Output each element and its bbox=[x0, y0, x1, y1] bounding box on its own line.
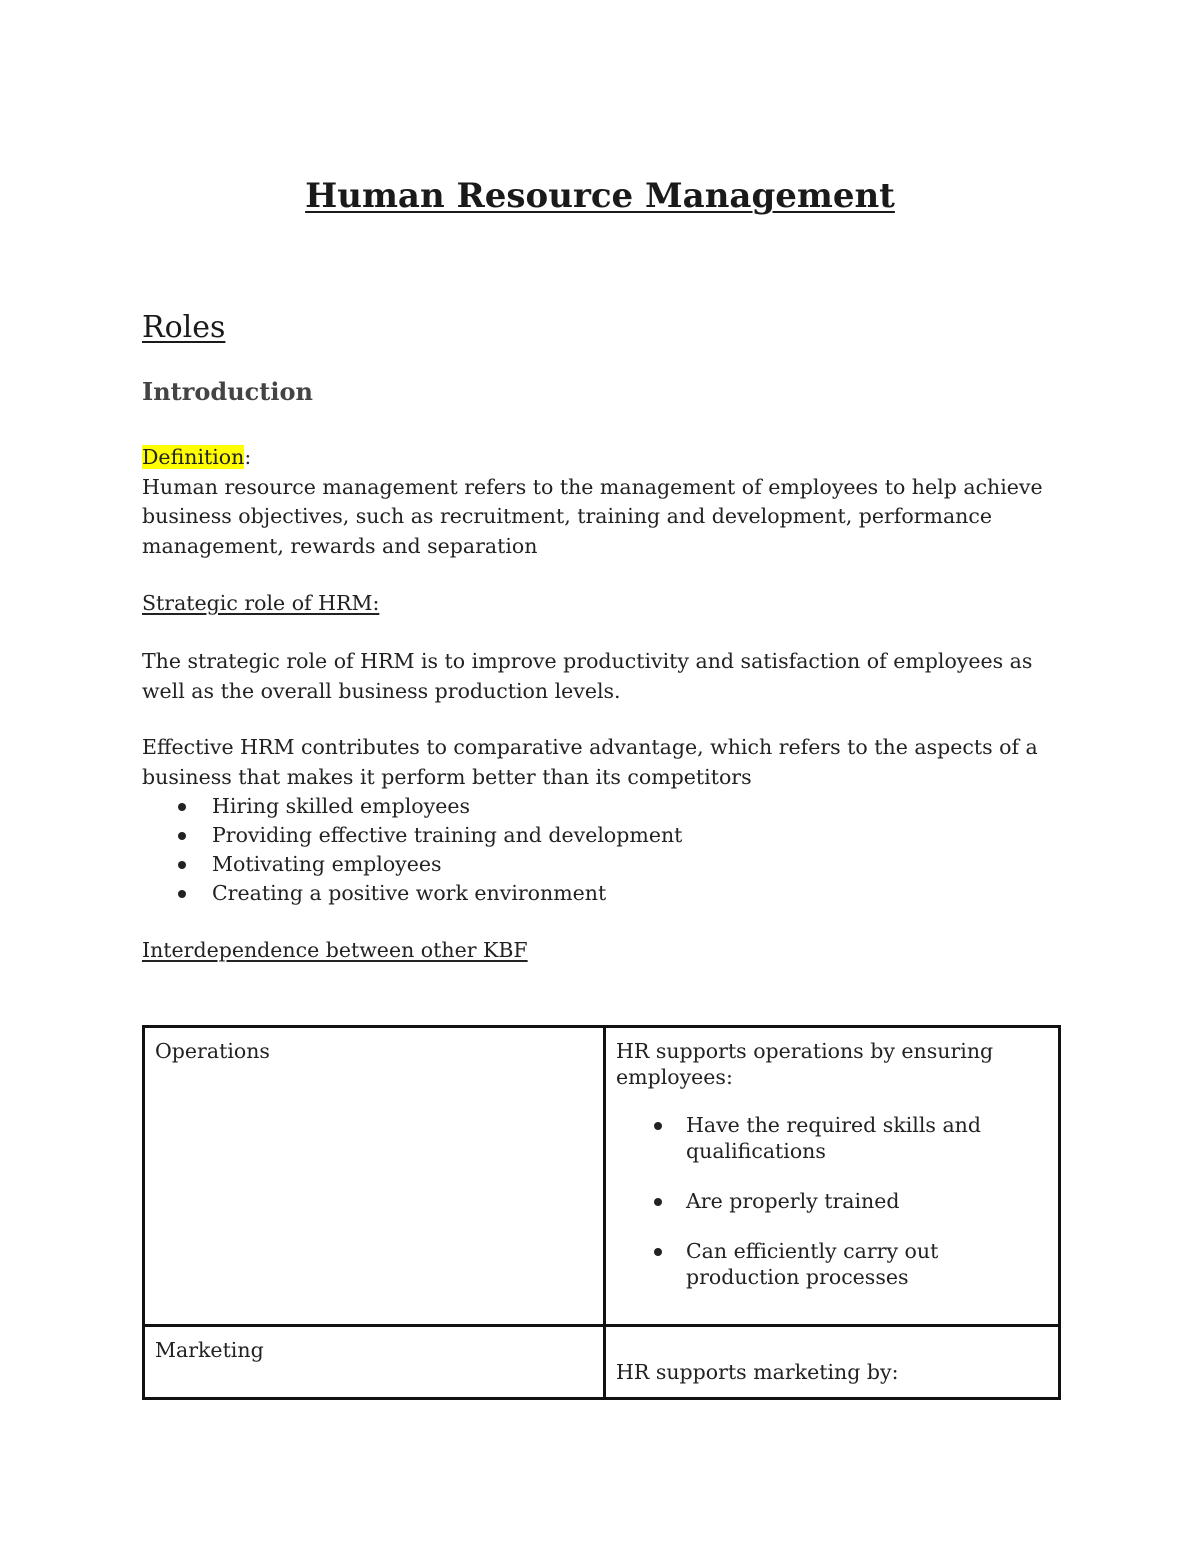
support-intro: HR supports operations by ensuring employees: bbox=[616, 1039, 994, 1089]
list-item: Creating a positive work environment bbox=[142, 879, 1072, 908]
subsection-heading-introduction: Introduction bbox=[142, 377, 313, 406]
table-cell-support bbox=[605, 1027, 1060, 1326]
interdependence-label: Interdependence between other KBF bbox=[142, 938, 528, 962]
definition-label-line bbox=[142, 443, 1072, 473]
cell-spacer bbox=[616, 1337, 1048, 1359]
definition-colon: : bbox=[244, 445, 252, 469]
function-name: Marketing bbox=[155, 1338, 264, 1362]
strategic-role-paragraph-2-block bbox=[142, 733, 1072, 908]
table-row bbox=[144, 1027, 1060, 1326]
interdependence-table bbox=[142, 1025, 1061, 1400]
strategic-role-paragraph-2: Effective HRM contributes to comparative advantage, which refers to the aspects of a business that makes it perform better than its competitors bbox=[142, 735, 1038, 789]
definition-text: Human resource management refers to the management of employees to help achieve business objectives, such as recruitment, training and development, performance management, rewards and separation bbox=[142, 474, 1043, 558]
section-heading-roles: Roles bbox=[142, 310, 226, 345]
table-row bbox=[144, 1326, 1060, 1399]
definition-label: Definition bbox=[142, 445, 245, 469]
strategic-role-paragraph-1: The strategic role of HRM is to improve productivity and satisfaction of employees as well as the overall business production levels. bbox=[142, 649, 1033, 703]
table-cell-support bbox=[605, 1326, 1060, 1399]
strategic-role-label-block bbox=[142, 589, 1072, 619]
support-intro: HR supports marketing by: bbox=[616, 1360, 899, 1384]
table-cell-function bbox=[144, 1027, 605, 1326]
list-item: Can efficiently carry out production processes bbox=[616, 1238, 1048, 1290]
list-item: Motivating employees bbox=[142, 850, 1072, 879]
list-item: Are properly trained bbox=[616, 1188, 1048, 1214]
strategic-role-label: Strategic role of HRM: bbox=[142, 591, 380, 615]
list-item: Hiring skilled employees bbox=[142, 792, 1072, 821]
table-cell-function bbox=[144, 1326, 605, 1399]
document-title-text: Human Resource Management bbox=[305, 176, 895, 216]
definition-block bbox=[142, 443, 1072, 561]
strategic-role-bullet-list bbox=[142, 792, 1072, 908]
support-bullet-list bbox=[616, 1112, 1048, 1290]
list-item: Providing effective training and development bbox=[142, 821, 1072, 850]
interdependence-label-block bbox=[142, 936, 1072, 966]
list-item: Have the required skills and qualifications bbox=[616, 1112, 1048, 1164]
document-title bbox=[0, 176, 1200, 217]
function-name: Operations bbox=[155, 1039, 270, 1063]
